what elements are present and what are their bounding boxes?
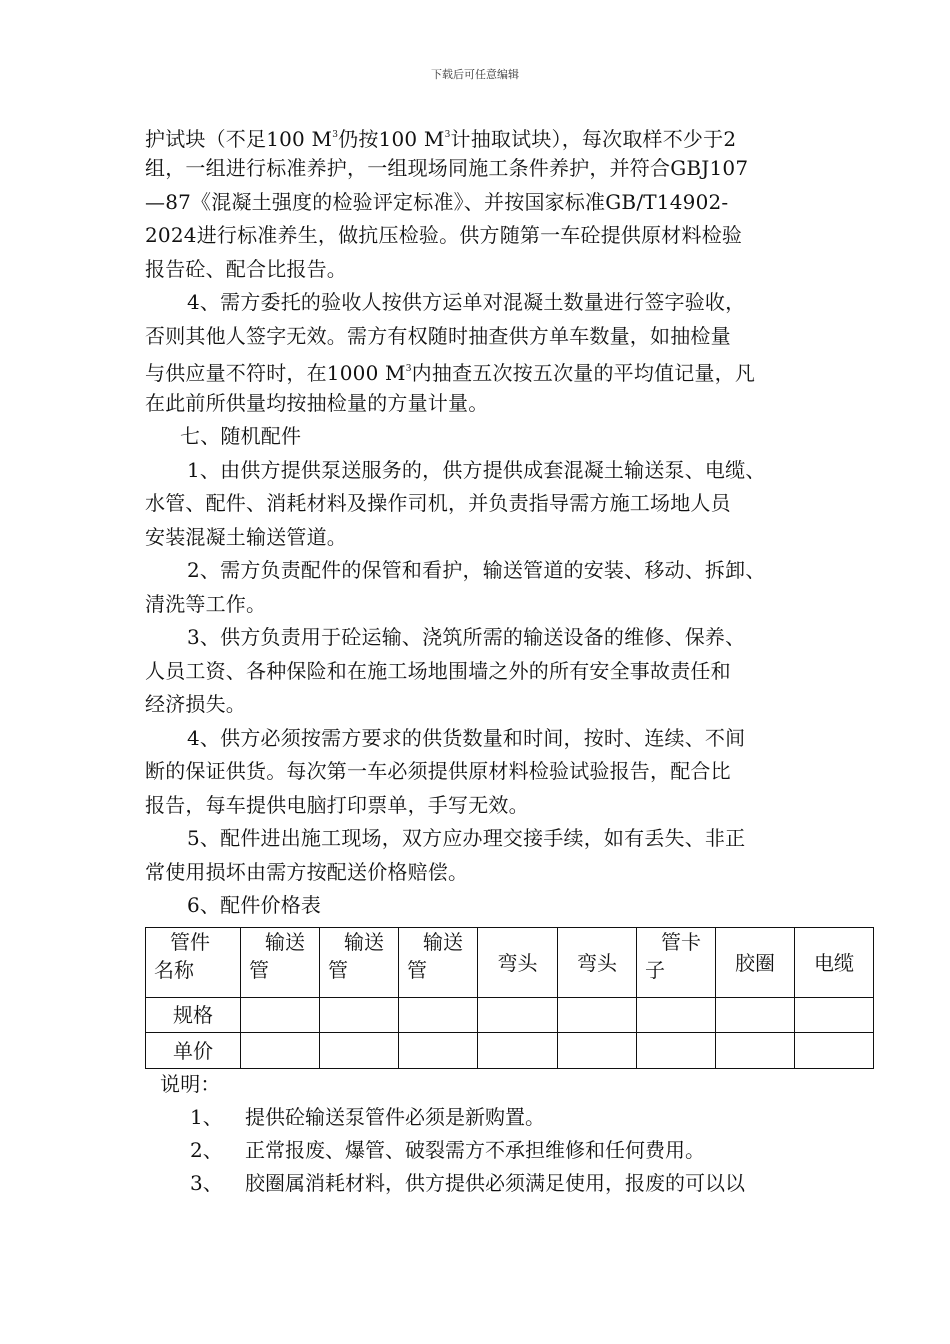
body-line: —87《混凝土强度的检验评定标准》、并按国家标准GB/T14902- xyxy=(145,190,729,214)
parts-price-table xyxy=(145,927,874,1069)
table-cell xyxy=(795,1033,874,1069)
body-line: 2024进行标准养生，做抗压检验。供方随第一车砼提供原材料检验 xyxy=(145,223,743,247)
table-cell xyxy=(399,1033,478,1069)
table-cell xyxy=(637,1033,716,1069)
paragraph-start: 5、配件进出施工现场，双方应办理交接手续，如有丢失、非正 xyxy=(187,826,746,850)
table-cell xyxy=(478,998,558,1033)
table-header-cell: 管件 名称 xyxy=(146,928,241,998)
table-header-cell: 输送 管 xyxy=(320,928,399,998)
table-cell xyxy=(558,1033,637,1069)
body-line: 与供应量不符时，在1000 $M^3$内抽查五次按五次量的平均值记量，凡 xyxy=(145,361,756,385)
body-line: 经济损失。 xyxy=(145,692,246,716)
body-line: 报告砼、配合比报告。 xyxy=(145,257,347,281)
section-heading: 七、随机配件 xyxy=(180,424,302,448)
body-line: 安装混凝土输送管道。 xyxy=(145,525,347,549)
body-line: 在此前所供量均按抽检量的方量计量。 xyxy=(145,391,489,415)
body-line: 常使用损坏由需方按配送价格赔偿。 xyxy=(145,860,469,884)
table-cell xyxy=(716,1033,795,1069)
paragraph-start: 4、需方委托的验收人按供方运单对混凝土数量进行签字验收， xyxy=(187,290,746,314)
table-cell xyxy=(241,1033,320,1069)
paragraph-start: 2、需方负责配件的保管和看护，输送管道的安装、移动、拆卸、 xyxy=(187,558,766,582)
body-line: 组，一组进行标准养护，一组现场同施工条件养护，并符合GBJ107 xyxy=(145,156,749,180)
table-row xyxy=(146,998,874,1033)
note-item: 2、 正常报废、爆管、破裂需方不承担维修和任何费用。 xyxy=(190,1138,705,1162)
table-cell xyxy=(478,1033,558,1069)
body-line: 断的保证供货。每次第一车必须提供原材料检验试验报告，配合比 xyxy=(145,759,731,783)
paragraph-start: 4、供方必须按需方要求的供货数量和时间，按时、连续、不间 xyxy=(187,726,746,750)
table-header-cell: 输送 管 xyxy=(241,928,320,998)
body-line: 人员工资、各种保险和在施工场地围墙之外的所有安全事故责任和 xyxy=(145,659,731,683)
table-header-cell: 输送 管 xyxy=(399,928,478,998)
row-label: 单价 xyxy=(146,1033,241,1069)
table-header-cell: 弯头 xyxy=(558,928,637,998)
table-cell xyxy=(795,998,874,1033)
body-line: 水管、配件、消耗材料及操作司机，并负责指导需方施工场地人员 xyxy=(145,491,731,515)
table-header-cell: 胶圈 xyxy=(716,928,795,998)
body-line: 护试块（不足100 $M^3$仍按100 $M^3$计抽取试块），每次取样不少于2 xyxy=(145,127,737,151)
table-header-cell: 管卡 子 xyxy=(637,928,716,998)
table-cell xyxy=(558,998,637,1033)
table-cell xyxy=(716,998,795,1033)
note-item: 3、 胶圈属消耗材料，供方提供必须满足使用，报废的可以以 xyxy=(190,1171,745,1195)
body-line: 清洗等工作。 xyxy=(145,592,267,616)
notes-label: 说明： xyxy=(160,1072,221,1096)
table-cell xyxy=(399,998,478,1033)
body-line: 否则其他人签字无效。需方有权随时抽查供方单车数量，如抽检量 xyxy=(145,324,731,348)
table-cell xyxy=(241,998,320,1033)
table-cell xyxy=(320,1033,399,1069)
table-header-cell: 弯头 xyxy=(478,928,558,998)
table-row xyxy=(146,1033,874,1069)
body-line: 报告，每车提供电脑打印票单，手写无效。 xyxy=(145,793,529,817)
row-label: 规格 xyxy=(146,998,241,1033)
table-cell xyxy=(637,998,716,1033)
paragraph-start: 6、配件价格表 xyxy=(187,893,322,917)
paragraph-start: 1、由供方提供泵送服务的，供方提供成套混凝土输送泵、电缆、 xyxy=(187,458,766,482)
note-item: 1、 提供砼输送泵管件必须是新购置。 xyxy=(190,1105,545,1129)
paragraph-start: 3、供方负责用于砼运输、浇筑所需的输送设备的维修、保养、 xyxy=(187,625,746,649)
page-header: 下载后可任意编辑 xyxy=(431,68,519,81)
table-header-row xyxy=(146,928,874,998)
table-header-cell: 电缆 xyxy=(795,928,874,998)
table-cell xyxy=(320,998,399,1033)
